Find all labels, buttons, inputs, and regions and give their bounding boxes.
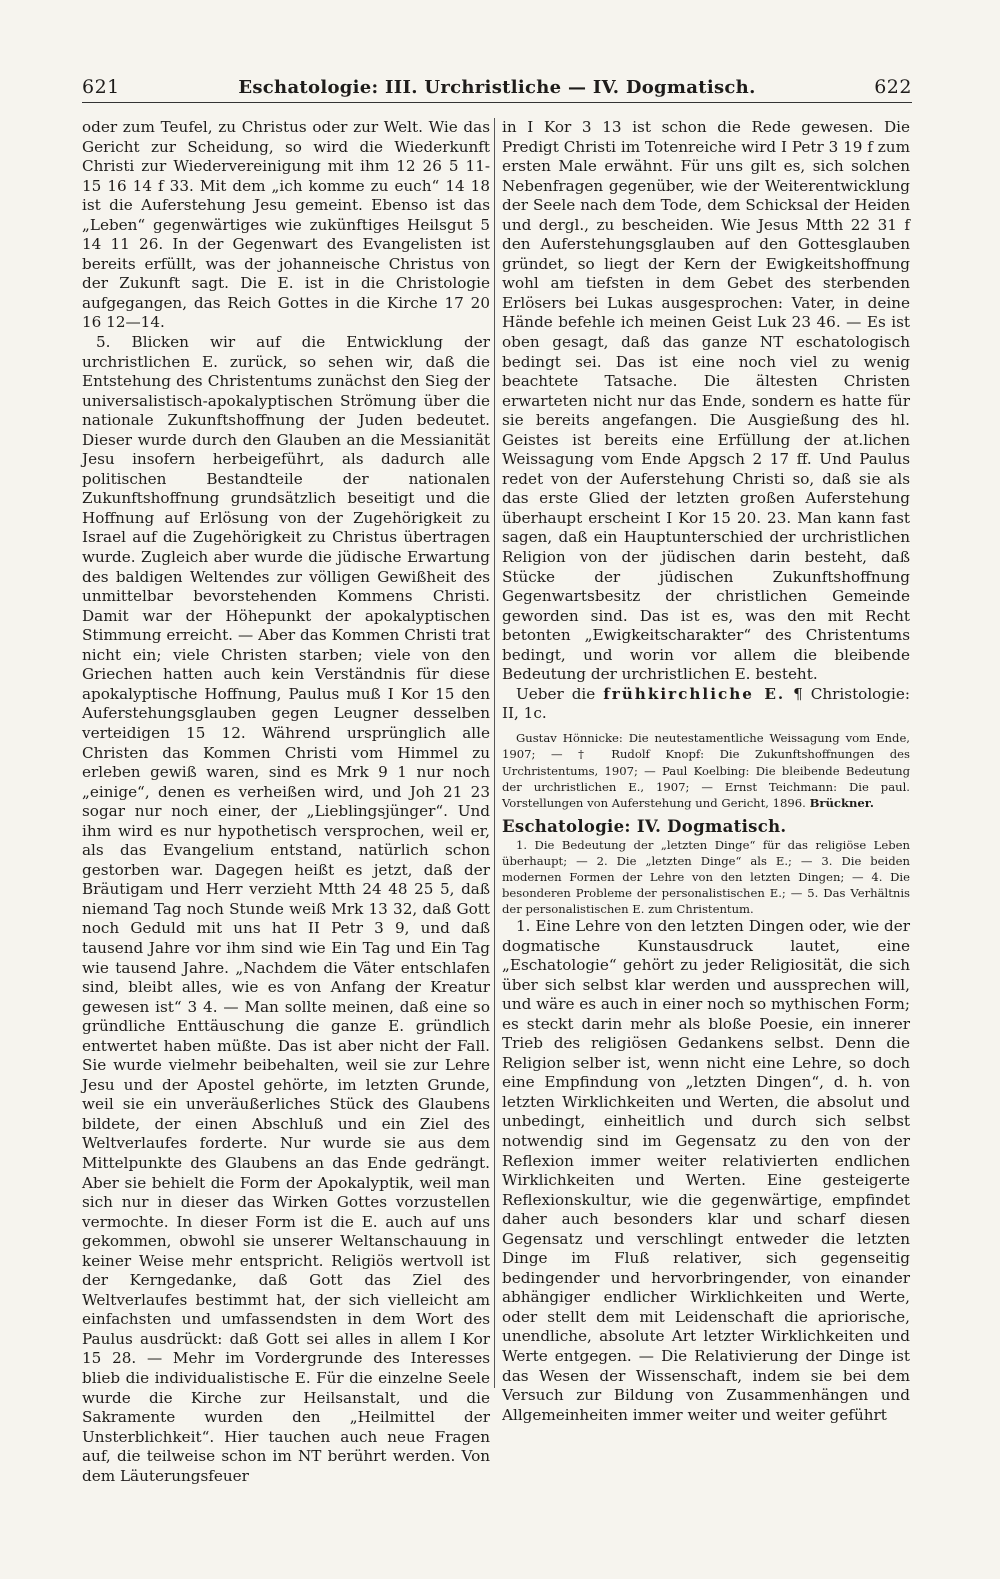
bibliography-text: Gustav Hönnicke: Die neutestamentliche Weissagung vom Ende, 1907; — † Rudolf Knopf: Die Zukunftshoffnungen des Urchristentums, 1907; — Paul Koelbing: Die bleibende Bedeutung der urchristlichen E., 1907; — Ernst Teichmann: Die paul. Vorstellungen von Auferstehung und Gericht, 1896. — [502, 730, 910, 811]
running-header — [82, 62, 912, 103]
running-title: Eschatologie: III. Urchristliche — IV. Dogmatisch. — [238, 77, 756, 98]
cross-reference — [502, 685, 910, 724]
page-number-left: 621 — [82, 76, 120, 98]
left-column — [82, 118, 490, 1486]
cross-reference-term: frühkirchliche E. — [603, 684, 786, 703]
paragraph: 5. Blicken wir auf die Entwicklung der urchristlichen E. zurück, so sehen wir, daß die Entstehung des Christentums zunächst den Sieg der universalistisch-apokalyptischen Strömung über die nationale Zukunftshoffnung der Juden bedeutet. Dieser wurde durch den Glauben an die Messianität Jesu insofern herbeigeführt, als dadurch alle politischen Bestandteile der nationalen Zukunftshoffnung grundsätzlich beseitigt und die Hoffnung auf Erlösung von der Zugehörigkeit zu Israel auf die Zugehörigkeit zu Christus übertragen wurde. Zugleich aber wurde die jüdische Erwartung des baldigen Weltendes zur völligen Gewißheit des unmittelbar bevorstehenden Kommens Christi. Damit war der Höhepunkt der apokalyptischen Stimmung erreicht. — Aber das Kommen Christi trat nicht ein; viele Christen starben; viele von den Griechen hatten auch kein Verständnis für diese apokalyptische Hoffnung, Paulus muß I Kor 15 den Auferstehungsglauben gegen Leugner desselben verteidigen 15 12. Während ursprünglich alle Christen das Kommen Christi vom Himmel zu erleben gewiß waren, sind es Mrk 9 1 nur noch „einige“, denen es verheißen wird, und Joh 21 23 sogar nur noch einer, der „Lieblingsjünger“. Und ihm wird es nur hypothetisch versprochen, weil er, als das Evangelium entstand, natürlich schon gestorben war. Dagegen heißt es jetzt, daß der Bräutigam und Herr verzieht Mtth 24 48 25 5, daß niemand Tag noch Stunde weiß Mrk 13 32, daß Gott noch Geduld mit uns hat II Petr 3 9, und daß tausend Jahre vor ihm sind wie Ein Tag und Ein Tag wie tausend Jahre. „Nachdem die Väter entschlafen sind, bleibt alles, wie es von Anfang der Kreatur gewesen ist“ 3 4. — Man sollte meinen, daß eine so gründliche Enttäuschung die ganze E. gründlich entwertet haben müßte. Das ist aber nicht der Fall. Sie wurde vielmehr beibehalten, weil sie zur Lehre Jesu und der Apostel gehörte, im letzten Grunde, weil sie ein unveräußerliches Stück des Glaubens bildete, der einen Abschluß und ein Ziel des Weltverlaufes forderte. Nur wurde sie aus dem Mittelpunkte des Glaubens an das Ende gedrängt. Aber sie behielt die Form der Apokalyptik, weil man sich nur in dieser das Wirken Gottes vorzustellen vermochte. In dieser Form ist die E. auch auf uns gekommen, obwohl sie unserer Weltanschauung in keiner Weise mehr entspricht. Religiös wertvoll ist der Kerngedanke, daß Gott das Ziel des Weltverlaufes bestimmt hat, der sich vielleicht am einfachsten und umfassendsten in dem Wort des Paulus ausdrückt: daß Gott sei alles in allem I Kor 15 28. — Mehr im Vordergrunde des Interesses blieb die individualistische E. Für die einzelne Seele wurde die Kirche zur Heilsanstalt, und die Sakramente wurden den „Heilmittel der Unsterblichkeit“. Hier tauchen auch neue Fragen auf, die teilweise schon im NT berührt werden. Von dem Läuterungsfeuer — [82, 333, 490, 1485]
cross-reference-target: ¶ Christologie: II, 1c. — [502, 684, 911, 723]
page-number-right: 622 — [874, 76, 912, 98]
section-heading: Eschatologie: IV. Dogmatisch. — [502, 817, 787, 837]
paragraph: 1. Eine Lehre von den letzten Dingen oder, wie der dogmatische Kunstausdruck lautet, eine „Eschatologie“ gehört zu jeder Religiosität, die sich über sich selbst klar werden und aussprechen will, und wäre es auch in einer noch so mythischen Form; es steckt darin mehr als bloße Poesie, ein innerer Trieb des religiösen Gedankens selbst. Denn die Religion selber ist, wenn nicht eine Lehre, so doch eine Empfindung von „letzten Dingen“, d. h. von letzten Wirklichkeiten und Werten, die absolut und unbedingt, einheitlich und durch sich selbst notwendig sind im Gegensatz zu den von der Reflexion immer weiter relativierten endlichen Wirklichkeiten und Werten. Eine gesteigerte Reflexionskultur, wie die gegenwärtige, empfindet daher auch besonders klar und scharf diesen Gegensatz und verschlingt entweder die letzten Dinge im Fluß relativer, sich gegenseitig bedingender und hervorbringender, von einander abhängiger endlicher Wirklichkeiten und Werte, oder stellt dem mit Leidenschaft die apriorische, unendliche, absolute Art letzter Wirklichkeiten und Werte entgegen. — Die Relativierung der Dinge ist das Wesen der Wissenschaft, indem sie bei dem Versuch zur Bildung von Zusammenhängen und Allgemeinheiten immer weiter und weiter geführt — [502, 916, 910, 1424]
paragraph: in I Kor 3 13 ist schon die Rede gewesen. Die Predigt Christi im Totenreiche wird I Petr 3 19 f zum ersten Male erwähnt. Für uns gilt es, sich solchen Nebenfragen gegenüber, wie der Weiterentwicklung der Seele nach dem Tode, dem Schicksal der Heiden und dergl., zu bescheiden. Wie Jesus Mtth 22 31 f den Auferstehungsglauben auf den Gottesglauben gründet, so liegt der Kern der Ewigkeitshoffnung wohl am tiefsten in dem Gebet des sterbenden Erlösers bei Lukas ausgesprochen: Vater, in deine Hände befehle ich meinen Geist Luk 23 46. — Es ist oben gesagt, daß das ganze NT eschatologisch bedingt sei. Das ist eine noch viel zu wenig beachtete Tatsache. Die ältesten Christen erwarteten nicht nur das Ende, sondern es hatte für sie bereits angefangen. Die Ausgießung des hl. Geistes ist bereits eine Erfüllung der at.lichen Weissagung vom Ende Apgsch 2 17 ff. Und Paulus redet von der Auferstehung Christi so, daß sie als das erste Glied der letzten großen Auferstehung überhaupt erscheint I Kor 15 20. 23. Man kann fast sagen, daß ein Hauptunterschied der urchristlichen Religion von der jüdischen darin besteht, daß Stücke der jüdischen Zukunftshoffnung Gegenwartsbesitz der christlichen Gemeinde geworden sind. Das ist es, was den mit Recht betonten „Ewigkeitscharakter“ des Christentums bedingt, und worin vor allem die bleibende Bedeutung der urchristlichen E. besteht. — [502, 118, 910, 684]
paragraph: oder zum Teufel, zu Christus oder zur Welt. Wie das Gericht zur Scheidung, so wird die Wiederkunft Christi zur Wiedervereinigung mit ihm 12 26 5 11- 15 16 14 f 33. Mit dem „ich komme zu euch“ 14 18 ist die Auferstehung Jesu gemeint. Ebenso ist das „Leben“ gegenwärtiges wie zukünftiges Heilsgut 5 14 11 26. In der Gegenwart des Evangelisten ist bereits erfüllt, was der johanneische Christus von der Zukunft sagt. Die E. ist in die Christologie aufgegangen, das Reich Gottes in die Kirche 17 20 16 12—14. — [82, 118, 490, 332]
bibliography — [502, 730, 910, 811]
author-signature: Brückner. — [809, 796, 874, 811]
right-column — [502, 118, 910, 1425]
section-contents: 1. Die Bedeutung der „letzten Dinge“ für das religiöse Leben überhaupt; — 2. Die „letzten Dinge“ als E.; — 3. Die beiden modernen Formen der Lehre von den letzten Dingen; — 4. Die besonderen Probleme der personalistischen E.; — 5. Das Verhältnis der personalistischen E. zum Christentum. — [502, 837, 910, 916]
column-divider — [494, 118, 495, 1388]
cross-reference-prefix: Ueber die — [516, 684, 596, 703]
